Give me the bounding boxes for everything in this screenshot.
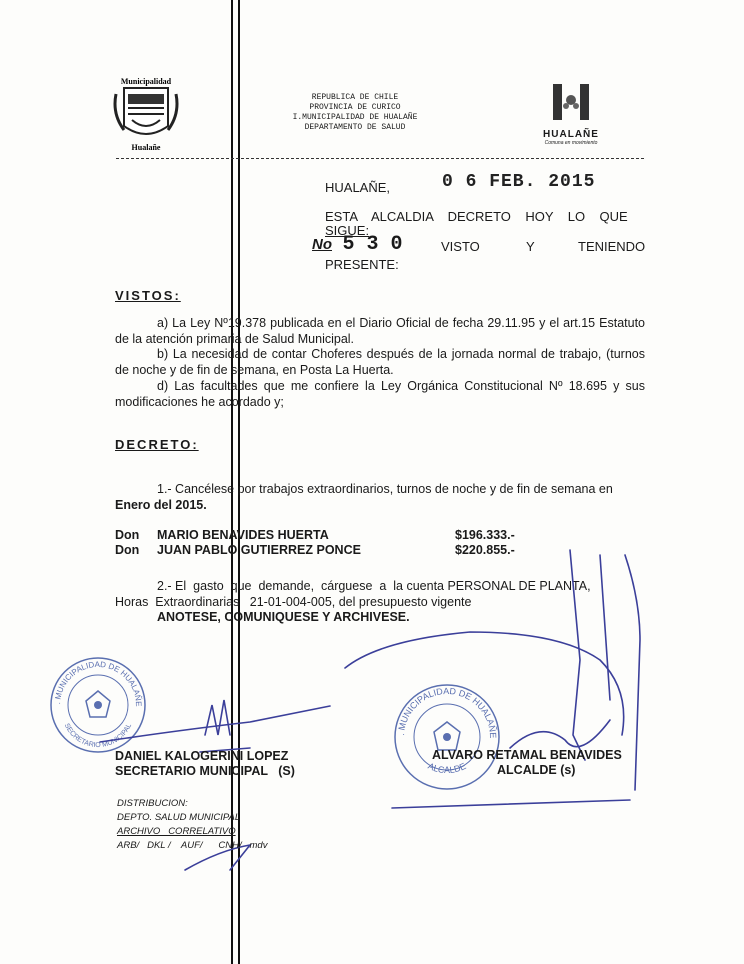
y-label: Y — [526, 239, 535, 254]
mayor-name: ALVARO RETAMAL BENAVIDES — [432, 748, 622, 762]
decree-intro-sigue: SIGUE: — [325, 223, 370, 238]
decreto-p2-cont: Horas Extraordinarias 21-01-004-005, del presupuesto vigente — [115, 595, 472, 609]
distribution-initials: ARB/ DKL / AUF/ CNH/ mdv — [117, 840, 268, 851]
payee-title: Don — [115, 528, 140, 542]
place-label: HUALAÑE, — [325, 180, 391, 195]
decreto-p1-period: Enero del 2015. — [115, 498, 207, 512]
distribution-line: DEPTO. SALUD MUNICIPAL — [117, 812, 241, 823]
distribution-block — [117, 797, 267, 853]
seal-top-text: . MUNICIPALIDAD DE HUALAÑE — [52, 659, 144, 707]
decree-intro-line: ESTA ALCALDIA DECRETO HOY LO QUE — [325, 209, 628, 224]
seal-bottom-text: SECRETARIO MUNICIPAL — [62, 722, 134, 750]
distribution-title: DISTRIBUCION: — [117, 798, 188, 809]
brand-tagline: Comuna en movimiento — [544, 140, 598, 146]
vistos-heading: VISTOS: — [115, 288, 181, 303]
gov-line: PROVINCIA DE CURICO — [309, 103, 401, 112]
teniendo-label: TENIENDO — [578, 239, 646, 254]
payee-title: Don — [115, 543, 140, 557]
date-stamp: 0 6 FEB. 2015 — [442, 172, 596, 192]
gov-line: REPUBLICA DE CHILE — [311, 93, 399, 102]
decreto-p1: 1.- Cancélese por trabajos extraordinarios, turnos de noche y de fin de semana en — [157, 482, 613, 496]
vistos-d: d) Las facultades que me confiere la Ley Orgánica Constitucional Nº 18.695 y sus modificaciones he acordado y; — [115, 379, 645, 409]
brand-name: HUALAÑE — [543, 129, 599, 140]
seal-bottom-text: ALCALDE — [426, 760, 468, 776]
payee-amount: $196.333.- — [455, 528, 515, 542]
closing-line: ANOTESE, COMUNIQUESE Y ARCHIVESE. — [157, 610, 410, 624]
number-label: No — [312, 236, 332, 253]
gov-line: I.MUNICIPALIDAD DE HUALAÑE — [292, 113, 418, 122]
decreto-p2: 2.- El gasto que demande, cárguese a la cuenta PERSONAL DE PLANTA, — [157, 579, 591, 593]
logo-bottom-text: Hualañe — [131, 143, 161, 152]
gov-line: DEPARTAMENTO DE SALUD — [304, 123, 406, 132]
vistos-b: b) La necesidad de contar Choferes después de la jornada normal de trabajo, (turnos de noche y de fin de semana, en Posta La Huerta. — [115, 347, 645, 377]
seal-top-text: . MUNICIPALIDAD DE HUALAÑE — [396, 685, 499, 739]
secretary-name: DANIEL KALOGERINI LOPEZ — [115, 749, 289, 763]
secretary-title: SECRETARIO MUNICIPAL (S) — [115, 764, 295, 778]
distribution-line: ARCHIVO CORRELATIVO — [117, 826, 236, 837]
presente-label: PRESENTE: — [325, 257, 399, 272]
vistos-a: a) La Ley Nº19.378 publicada en el Diario Oficial de fecha 29.11.95 y el art.15 Estatuto de la atención primaria de Salud Municipal. — [115, 316, 645, 346]
decreto-heading: DECRETO: — [115, 437, 199, 452]
number-value: 5 3 0 — [342, 233, 403, 256]
visto-label: VISTO — [441, 239, 480, 254]
mayor-signature — [345, 550, 640, 808]
payee-amount: $220.855.- — [455, 543, 515, 557]
mayor-title: ALCALDE (s) — [497, 763, 576, 777]
payee-name: JUAN PABLO GUTIERREZ PONCE — [157, 543, 361, 557]
payee-name: MARIO BENAVIDES HUERTA — [157, 528, 329, 542]
logo-top-text: Municipalidad — [120, 77, 172, 86]
